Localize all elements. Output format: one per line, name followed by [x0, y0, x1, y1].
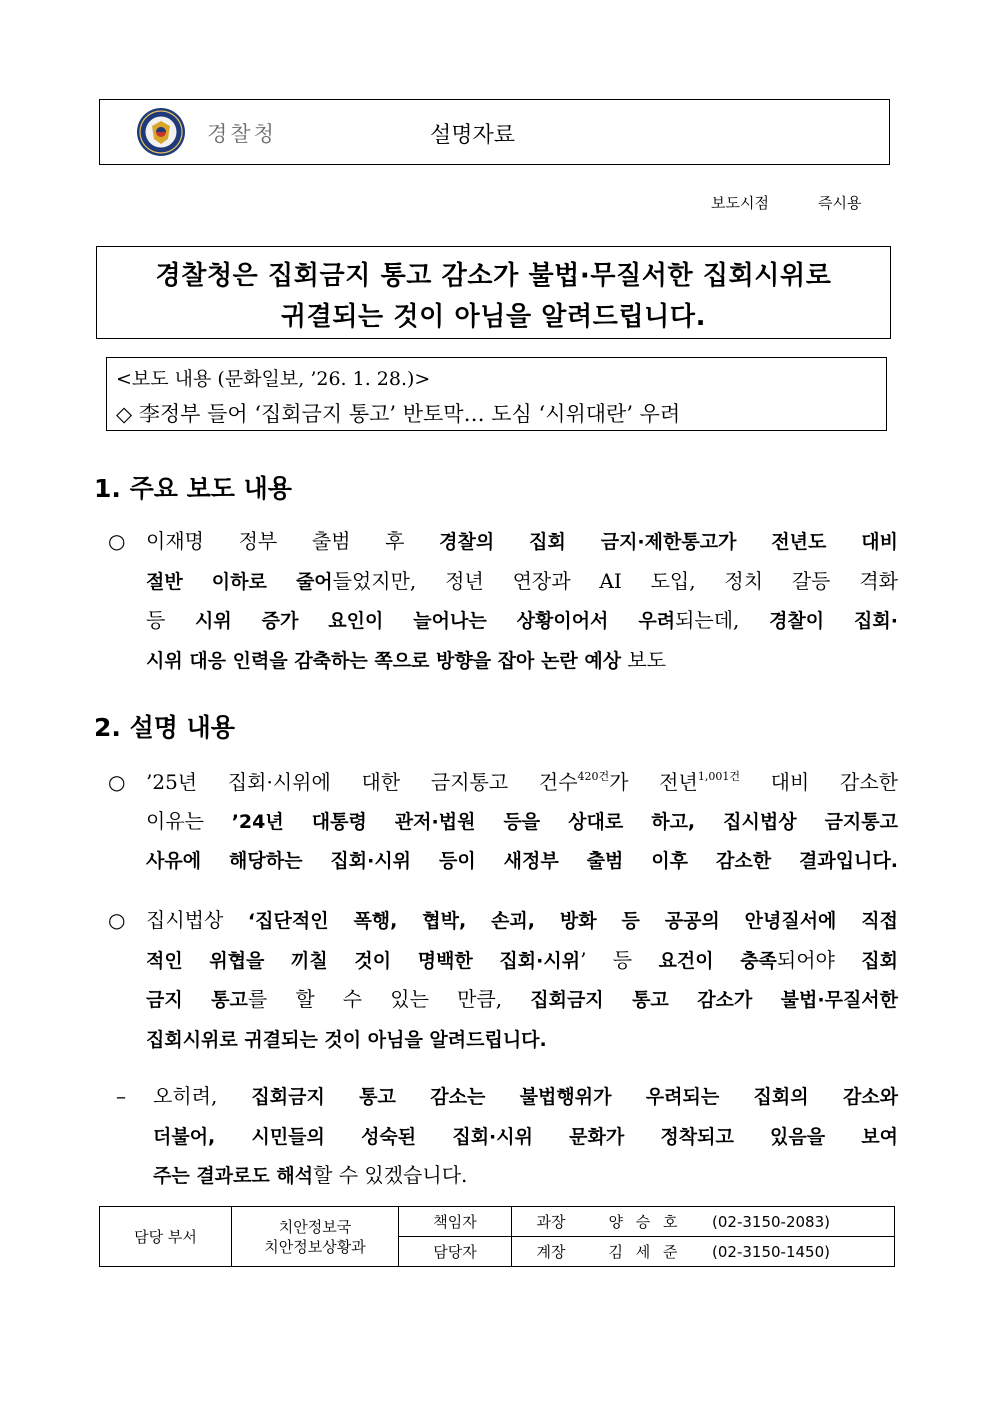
contact-table [99, 1206, 895, 1267]
text-line: 시위 대응 인력을 감축하는 쪽으로 방향을 잡아 논란 예상 보도 [146, 647, 667, 672]
dash-mark: – [116, 1084, 126, 1108]
text-line: 이재명 정부 출범 후 경찰의 집회 금지·제한통고가 전년도 대비 [146, 529, 898, 553]
agency-name: 경찰청 [207, 122, 277, 146]
headline-line-2: 귀결되는 것이 아님을 알려드립니다. [280, 302, 707, 332]
text-line: 사유에 해당하는 집회·시위 등이 새정부 출범 이후 감소한 결과입니다. [146, 850, 898, 872]
contact-role: 책임자 [399, 1207, 512, 1237]
bullet-mark: ○ [108, 770, 126, 794]
text-line: 절반 이하로 줄어들었지만, 정년 연장과 AI 도입, 정치 갈등 격화 [146, 568, 898, 593]
text-line: ’25년 집회·시위에 대한 금지통고 건수$^{420건}$가 전년$^{1,001건}$ 대비 감소한 [146, 770, 898, 794]
text-line: 오히려, 집회금지 통고 감소는 불법행위가 우려되는 집회의 감소와 [153, 1084, 899, 1108]
contact-title: 과장 [512, 1207, 591, 1237]
text-line: 더불어, 시민들의 성숙된 집회·시위 문화가 정착되고 있음을 보여 [153, 1125, 898, 1148]
contact-phone: (02-3150-2083) [700, 1207, 895, 1237]
bullet-mark: ○ [108, 908, 126, 932]
dept-label: 담당 부서 [100, 1207, 232, 1267]
contact-title: 계장 [512, 1237, 591, 1267]
text-line: 집회시위로 귀결되는 것이 아님을 알려드립니다. [146, 1028, 547, 1051]
document-type: 설명자료 [430, 123, 516, 148]
headline-line-1: 경찰청은 집회금지 통고 감소가 불법·무질서한 집회시위로 [155, 261, 832, 291]
paragraph-explanation-1 [108, 763, 898, 881]
contact-phone: (02-3150-1450) [700, 1237, 895, 1267]
text-line: 금지 통고를 할 수 있는 만큼, 집회금지 통고 감소가 불법·무질서한 [146, 987, 899, 1011]
paragraph-report-summary [108, 522, 898, 680]
report-headline: ◇ 李정부 들어 ‘집회금지 통고’ 반토막… 도심 ‘시위대란’ 우려 [116, 402, 681, 426]
police-emblem-icon [136, 107, 186, 157]
dept-org: 치안정보국 치안정보상황과 [232, 1207, 399, 1267]
text-line: 집시법상 ‘집단적인 폭행, 협박, 손괴, 방화 등 공공의 안녕질서에 직접 [146, 908, 899, 932]
contact-name: 양 승 호 [590, 1207, 700, 1237]
section-title-main-report: 1. 주요 보도 내용 [94, 474, 292, 503]
text-line: 이유는 ’24년 대통령 관저·법원 등을 상대로 하고, 집시법상 금지통고 [146, 808, 898, 833]
section-title-explanation: 2. 설명 내용 [94, 713, 235, 742]
bullet-mark: ○ [108, 529, 126, 553]
paragraph-explanation-3 [116, 1077, 898, 1196]
table-row [100, 1207, 895, 1237]
release-time-label: 보도시점 [711, 194, 769, 212]
text-line: 등 시위 증가 요인이 늘어나는 상황이어서 우려되는데, 경찰이 집회· [146, 608, 898, 632]
text-line: 적인 위협을 끼칠 것이 명백한 집회·시위’ 등 요건이 충족되어야 집회 [146, 947, 898, 972]
contact-name: 김 세 준 [590, 1237, 700, 1267]
contact-role: 담당자 [399, 1237, 512, 1267]
release-time-value: 즉시용 [818, 194, 862, 212]
text-line: 주는 결과로도 해석할 수 있겠습니다. [153, 1163, 468, 1187]
report-source: <보도 내용 (문화일보, ’26. 1. 28.)> [116, 368, 431, 390]
paragraph-explanation-2 [108, 901, 898, 1059]
